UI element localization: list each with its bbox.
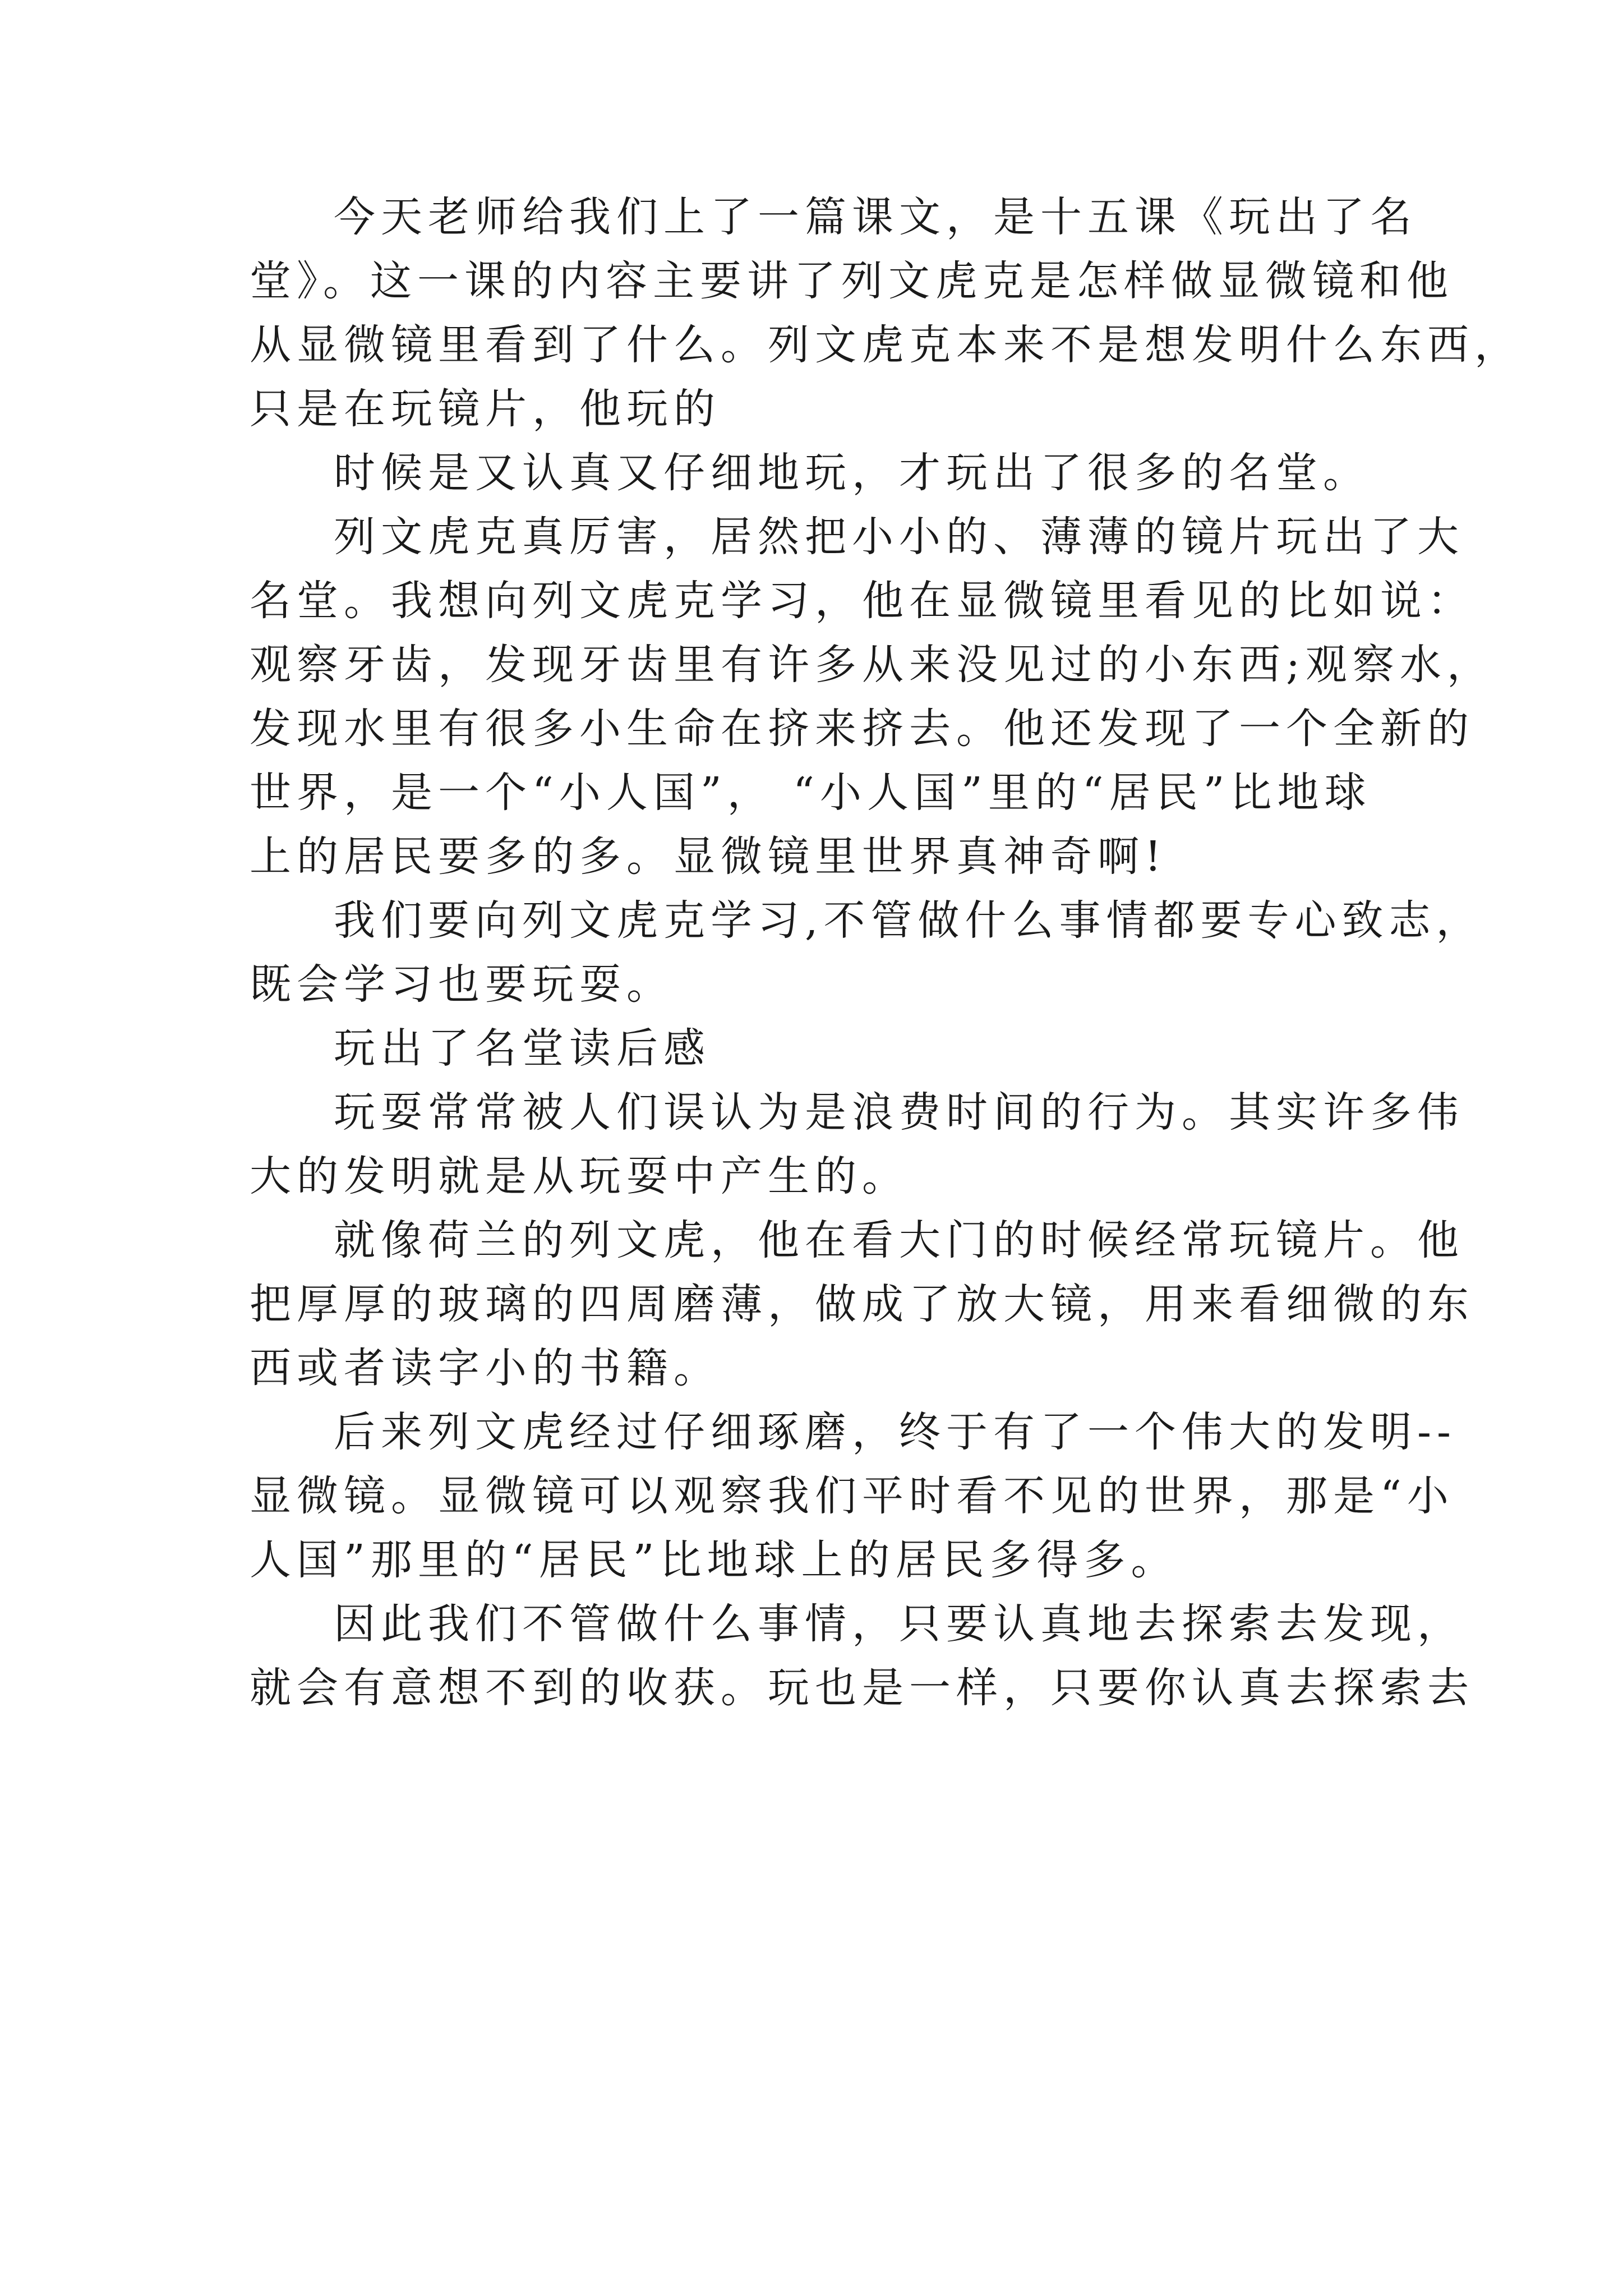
text-line: 既会学习也要玩耍。 — [250, 960, 674, 1009]
text-line: 人国”那里的“居民”比地球上的居民多得多。 — [250, 1536, 1178, 1584]
text-line: 上的居民要多的多。显微镜里世界真神奇啊! — [250, 832, 1167, 881]
text-line: 世界，是一个“小人国”， “小人国”里的“居民”比地球 — [250, 769, 1372, 817]
text-line: 从显微镜里看到了什么。列文虎克本来不是想发明什么东西， — [250, 321, 1521, 369]
text-line: 西或者读字小的书籍。 — [250, 1344, 721, 1392]
text-line: 观察牙齿，发现牙齿里有许多从来没见过的小东西;观察水， — [250, 641, 1494, 689]
document-body — [250, 185, 1521, 1720]
text-line: 发现水里有很多小生命在挤来挤去。他还发现了一个全新的 — [250, 705, 1474, 753]
text-line: 把厚厚的玻璃的四周磨薄，做成了放大镜，用来看细微的东 — [250, 1280, 1474, 1328]
text-line: 玩耍常常被人们误认为是浪费时间的行为。其实许多伟 — [334, 1088, 1464, 1137]
text-line: 后来列文虎经过仔细琢磨，终于有了一个伟大的发明-- — [334, 1408, 1457, 1456]
section-heading: 玩出了名堂读后感 — [334, 1024, 711, 1073]
text-line: 我们要向列文虎克学习,不管做什么事情都要专心致志， — [334, 896, 1483, 945]
text-line: 名堂。我想向列文虎克学习，他在显微镜里看见的比如说： — [250, 577, 1474, 625]
text-line: 就会有意想不到的收获。玩也是一样，只要你认真去探索去 — [250, 1664, 1474, 1712]
text-line: 时候是又认真又仔细地玩，才玩出了很多的名堂。 — [334, 449, 1370, 497]
text-line: 显微镜。显微镜可以观察我们平时看不见的世界，那是“小 — [250, 1472, 1454, 1520]
text-line: 大的发明就是从玩耍中产生的。 — [250, 1152, 909, 1200]
text-line: 今天老师给我们上了一篇课文，是十五课《玩出了名 — [334, 193, 1417, 241]
text-line: 就像荷兰的列文虎，他在看大门的时候经常玩镜片。他 — [334, 1216, 1464, 1264]
text-line: 堂》。这一课的内容主要讲了列文虎克是怎样做显微镜和他 — [250, 257, 1454, 305]
text-line: 列文虎克真厉害，居然把小小的、薄薄的镜片玩出了大 — [334, 513, 1464, 561]
text-line: 只是在玩镜片，他玩的 — [250, 385, 721, 433]
text-line: 因此我们不管做什么事情，只要认真地去探索去发现， — [334, 1600, 1464, 1648]
